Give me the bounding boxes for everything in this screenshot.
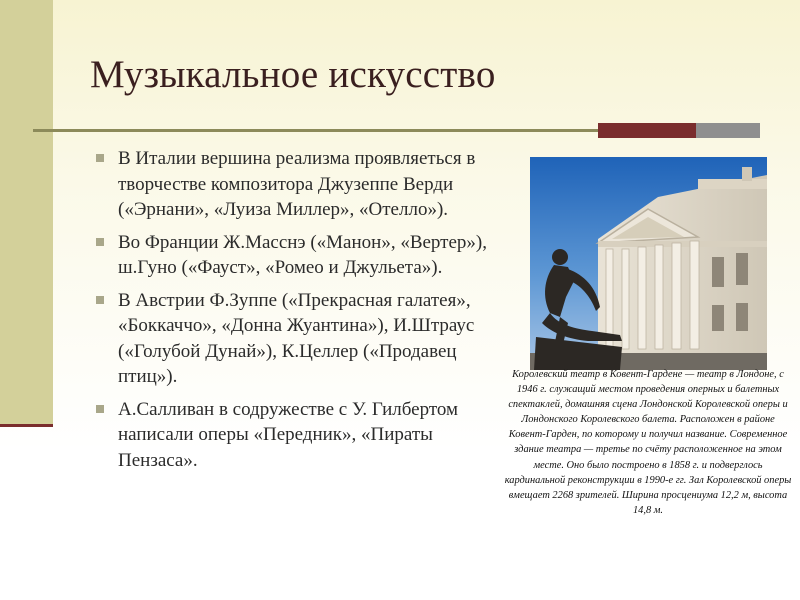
divider-accent-gray: [696, 123, 760, 138]
photo-caption: Королевский театр в Ковент-Гардене — театр в Лондоне, с 1946 г. служащий местом проведения оперных и балетных спектаклей, домашняя сцена Лондонской Королевской оперы и Лондонского Королевского балета. Расположен в районе Ковент-Гарден, по которому и получил название. Современное здание театра — третье по счёту расположенное на этом месте. Оно было построено в 1858 г. и подверглось кардинальной реконструкции в 1990-е гг. Зал Королевской оперы вмещает 2268 зрителей. Ширина просцениума 12,2 м, высота 14,8 м.: [504, 369, 792, 516]
square-bullet-icon: [96, 238, 104, 246]
bullet-item: [96, 397, 506, 474]
bullet-text: Во Франции Ж.Масснэ («Манон», «Вертер»), ш.Гуно («Фауст», «Ромео и Джульета»).: [118, 231, 487, 278]
bullet-item: [96, 146, 506, 223]
bullet-item: [96, 288, 506, 390]
bullet-text: В Италии вершина реализма проявляеться в творчестве композитора Джузеппе Верди («Эрнани», «Луиза Миллер», «Отелло»).: [118, 148, 476, 220]
bullet-list: [96, 146, 506, 480]
square-bullet-icon: [96, 296, 104, 304]
left-decor-strip: [0, 0, 53, 425]
bullet-item: [96, 230, 506, 281]
bullet-text: А.Салливан в содружестве с У. Гилбертом написали оперы «Передник», «Пираты Пензаса».: [118, 398, 459, 471]
left-decor-line: [0, 424, 53, 427]
slide-title: Музыкальное искусство: [90, 53, 496, 96]
royal-opera-house-photo: [530, 157, 767, 370]
square-bullet-icon: [96, 154, 104, 162]
divider-accent-red: [598, 123, 696, 138]
square-bullet-icon: [96, 405, 104, 413]
bullet-text: В Австрии Ф.Зуппе («Прекрасная галатея», «Боккаччо», «Донна Жуантина»), И.Штраус («Голубой Дунай»), К.Целлер («Продавец птиц»).: [118, 289, 475, 387]
